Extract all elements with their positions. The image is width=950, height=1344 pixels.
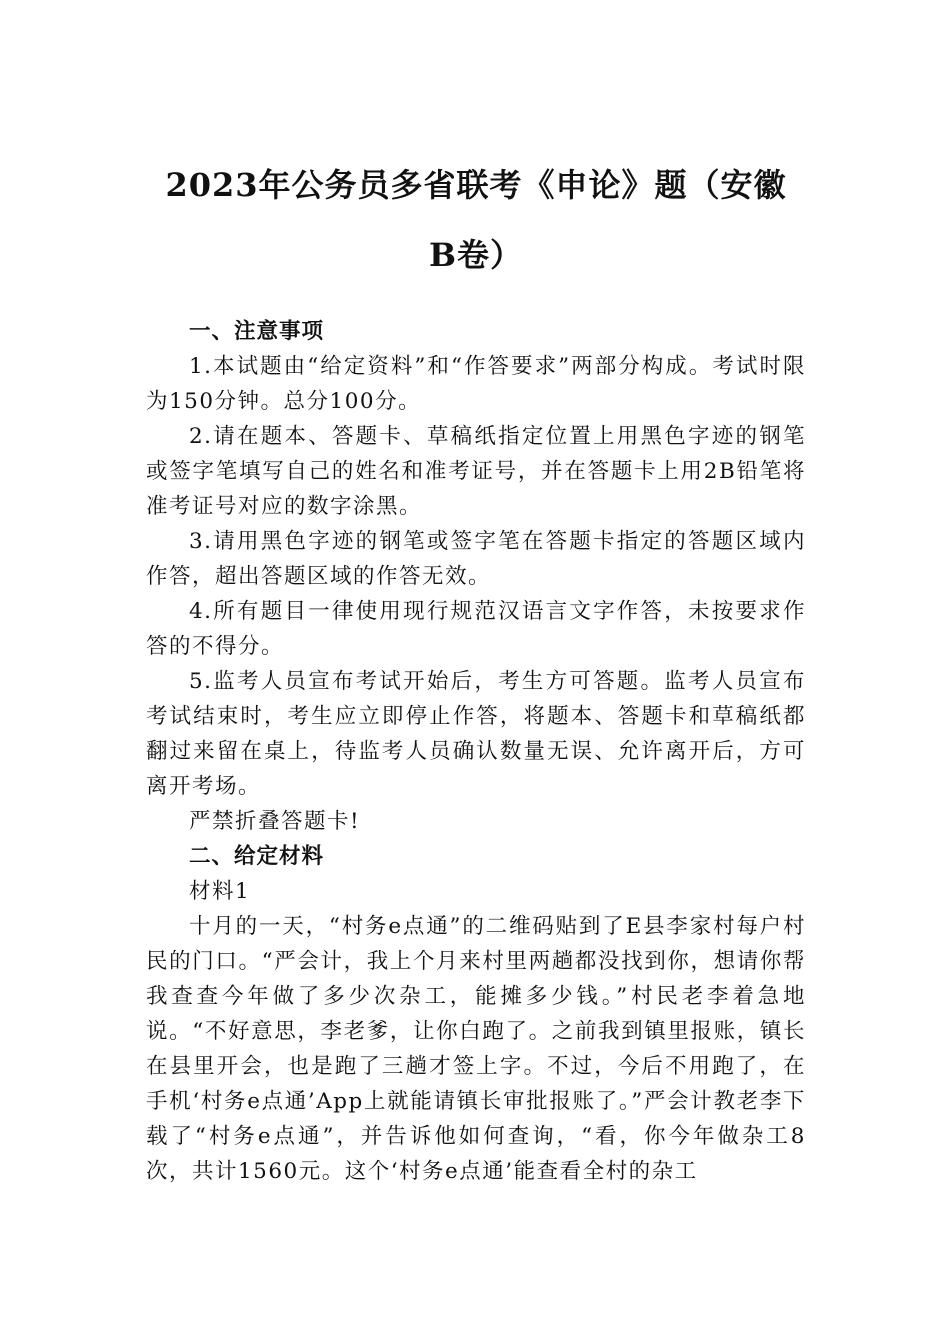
title-line-1: 2023年公务员多省联考《申论》题（安徽 xyxy=(165,166,787,204)
material-label: 材料1 xyxy=(189,879,251,904)
title-line-2: B卷） xyxy=(428,236,524,274)
document-title xyxy=(146,150,806,290)
notice-item-3: 3.请用黑色字迹的钢笔或签字笔在答题卡指定的答题区域内作答，超出答题区域的作答无效。 xyxy=(146,529,806,589)
document-page xyxy=(146,150,806,1189)
document-body xyxy=(146,314,806,1189)
notice-item-2: 2.请在题本、答题卡、草稿纸指定位置上用黑色字迹的钢笔或签字笔填写自己的姓名和准考证号，并在答题卡上用2B铅笔将准考证号对应的数字涂黑。 xyxy=(146,424,806,519)
notice-item-5: 5.监考人员宣布考试开始后，考生方可答题。监考人员宣布考试结束时，考生应立即停止作答，将题本、答题卡和草稿纸都翻过来留在桌上，待监考人员确认数量无误、允许离开后，方可离开考场。 xyxy=(146,669,806,799)
material-paragraph: 十月的一天，“村务e点通”的二维码贴到了E县李家村每户村民的门口。“严会计，我上个月来村里两趟都没找到你，想请你帮我查查今年做了多少次杂工，能摊多少钱。”村民老李着急地说。“不好意思，李老爹，让你白跑了。之前我到镇里报账，镇长在县里开会，也是跑了三趟才签上字。不过，今后不用跑了，在手机‘村务e点通’App上就能请镇长审批报账了。”严会计教老李下载了“村务e点通”，并告诉他如何查询，“看，你今年做杂工8次，共计1560元。这个‘村务e点通’能查看全村的杂工 xyxy=(146,914,806,1184)
notice-item-1: 1.本试题由“给定资料”和“作答要求”两部分构成。考试时限为150分钟。总分100分。 xyxy=(146,354,806,414)
material-heading: 二、给定材料 xyxy=(189,844,325,869)
warning-text: 严禁折叠答题卡! xyxy=(189,809,361,834)
notice-item-4: 4.所有题目一律使用现行规范汉语言文字作答，未按要求作答的不得分。 xyxy=(146,599,806,659)
notice-heading: 一、注意事项 xyxy=(189,319,325,344)
